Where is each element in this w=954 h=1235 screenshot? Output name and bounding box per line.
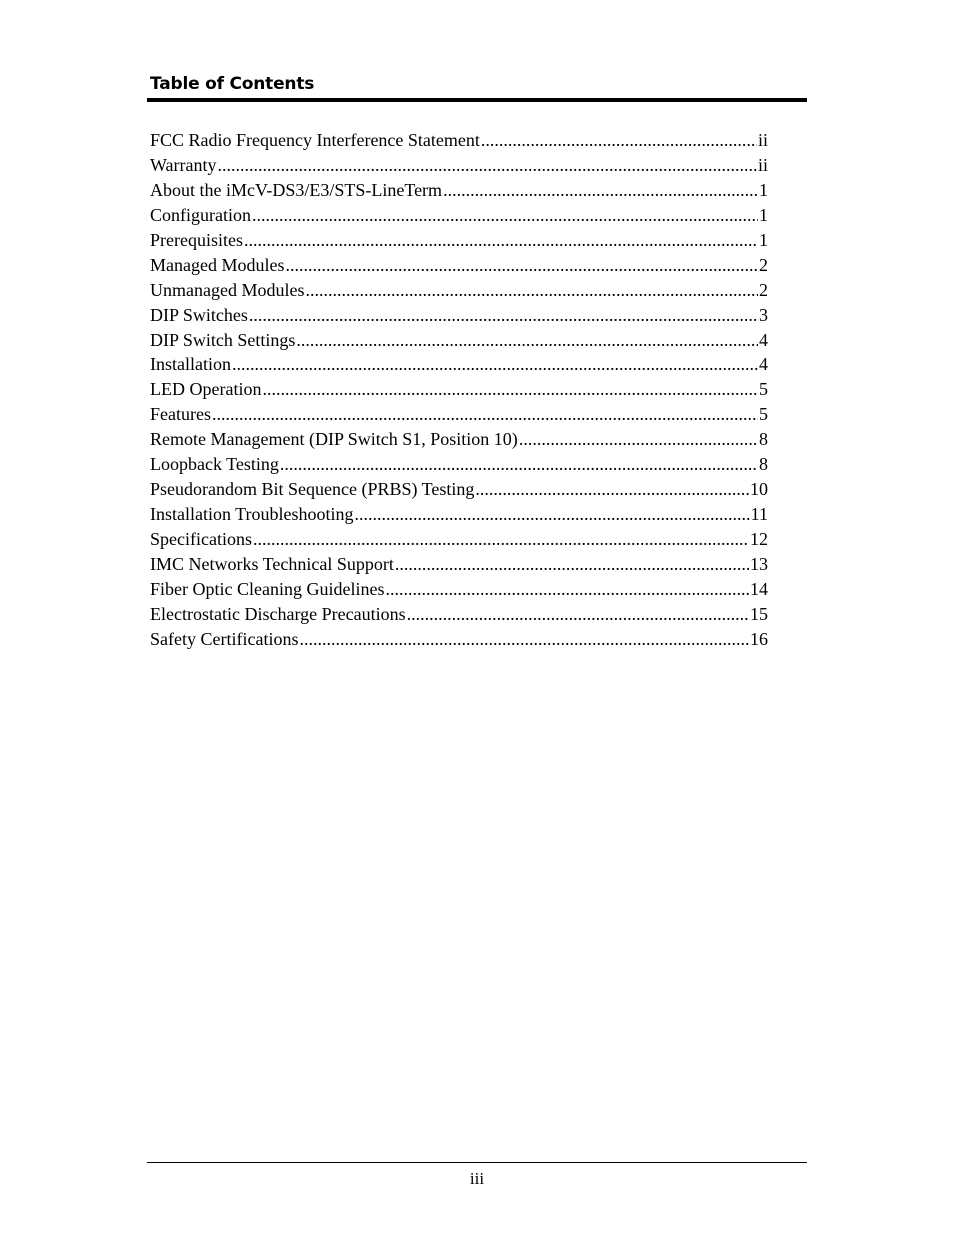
- toc-entry-title: IMC Networks Technical Support: [150, 553, 394, 574]
- header-rule: [147, 98, 807, 102]
- toc-dot-leader: [212, 402, 758, 427]
- toc-entry-title: DIP Switch Settings: [150, 329, 296, 350]
- toc-dot-leader: [249, 303, 758, 328]
- toc-entry-title: Prerequisites: [150, 229, 243, 250]
- toc-dot-leader: [285, 253, 758, 278]
- toc-entry-title: LED Operation: [150, 379, 262, 400]
- toc-dot-leader: [519, 427, 758, 452]
- toc-dot-leader: [475, 477, 749, 502]
- toc-entry-page: 4: [759, 329, 768, 350]
- toc-dot-leader: [262, 377, 758, 402]
- toc-entry-title: Remote Management (DIP Switch S1, Position 10): [150, 429, 518, 450]
- toc-entry-page: 11: [750, 504, 768, 525]
- toc-entry-title: Warranty: [150, 154, 217, 175]
- toc-entry-page: 2: [759, 279, 768, 300]
- toc-entry-title: Installation: [150, 354, 231, 375]
- toc-entry-title: Installation Troubleshooting: [150, 504, 354, 525]
- toc-dot-leader: [305, 278, 758, 303]
- toc-entry[interactable]: [150, 128, 768, 153]
- toc-dot-leader: [443, 178, 758, 203]
- toc-entry-page: 8: [759, 454, 768, 475]
- toc-entry[interactable]: [150, 627, 768, 652]
- toc-entry-page: 5: [759, 404, 768, 425]
- toc-entry[interactable]: [150, 377, 768, 402]
- toc-entry[interactable]: [150, 552, 768, 577]
- toc-dot-leader: [253, 527, 749, 552]
- toc-entry-page: 1: [759, 204, 768, 225]
- toc-entry[interactable]: [150, 203, 768, 228]
- toc-entry-title: Configuration: [150, 204, 251, 225]
- toc-entry-title: FCC Radio Frequency Interference Statement: [150, 130, 480, 150]
- toc-dot-leader: [252, 203, 758, 228]
- toc-dot-leader: [395, 552, 749, 577]
- toc-entry-page: ii: [757, 130, 768, 150]
- toc-dot-leader: [385, 577, 749, 602]
- toc-dot-leader: [244, 228, 758, 253]
- toc-entry[interactable]: [150, 303, 768, 328]
- toc-entry[interactable]: [150, 402, 768, 427]
- toc-entry-title: Features: [150, 404, 211, 425]
- toc-entry[interactable]: [150, 278, 768, 303]
- toc-entry-title: Unmanaged Modules: [150, 279, 305, 300]
- toc-entry-page: 16: [750, 628, 768, 649]
- toc-entry[interactable]: [150, 502, 768, 527]
- page-number: iii: [469, 1169, 485, 1188]
- toc-entry-title: Electrostatic Discharge Precautions: [150, 603, 406, 624]
- toc-entry-title: Pseudorandom Bit Sequence (PRBS) Testing: [150, 479, 475, 500]
- page-title: Table of Contents: [150, 74, 315, 94]
- toc-entry-page: 3: [759, 304, 768, 325]
- toc-dot-leader: [407, 602, 749, 627]
- toc-dot-leader: [296, 328, 758, 353]
- toc-entry[interactable]: [150, 477, 768, 502]
- toc-entry-page: 8: [759, 429, 768, 450]
- toc-dot-leader: [481, 128, 757, 153]
- toc-dot-leader: [218, 153, 757, 178]
- table-of-contents: [150, 128, 768, 652]
- toc-dot-leader: [280, 452, 758, 477]
- toc-entry-title: Specifications: [150, 529, 252, 549]
- toc-entry[interactable]: [150, 253, 768, 278]
- toc-dot-leader: [299, 627, 749, 652]
- toc-entry-page: 4: [759, 354, 768, 375]
- toc-entry[interactable]: [150, 452, 768, 477]
- toc-entry[interactable]: [150, 602, 768, 627]
- toc-entry[interactable]: [150, 178, 768, 203]
- toc-entry-page: 14: [750, 578, 768, 599]
- footer-rule: [147, 1162, 807, 1163]
- toc-dot-leader: [232, 352, 758, 377]
- toc-entry-page: 5: [759, 379, 768, 400]
- toc-entry[interactable]: [150, 427, 768, 452]
- toc-entry-page: 13: [750, 553, 768, 574]
- toc-entry-title: Safety Certifications: [150, 628, 299, 649]
- toc-entry[interactable]: [150, 228, 768, 253]
- toc-entry[interactable]: [150, 328, 768, 353]
- toc-entry-page: 2: [759, 254, 768, 275]
- toc-entry[interactable]: [150, 527, 768, 552]
- toc-entry[interactable]: [150, 352, 768, 377]
- toc-entry-title: Loopback Testing: [150, 454, 279, 475]
- toc-entry-title: DIP Switches: [150, 304, 248, 325]
- toc-entry[interactable]: [150, 153, 768, 178]
- toc-entry-page: ii: [757, 154, 768, 175]
- toc-entry[interactable]: [150, 577, 768, 602]
- toc-entry-page: 1: [759, 229, 768, 250]
- toc-entry-page: 10: [750, 479, 768, 500]
- toc-entry-page: 12: [750, 529, 768, 549]
- toc-entry-title: Fiber Optic Cleaning Guidelines: [150, 578, 385, 599]
- toc-dot-leader: [355, 502, 750, 527]
- toc-entry-title: Managed Modules: [150, 254, 285, 275]
- toc-entry-page: 15: [750, 603, 768, 624]
- toc-entry-page: 1: [759, 179, 768, 200]
- toc-entry-title: About the iMcV-DS3/E3/STS-LineTerm: [150, 179, 443, 200]
